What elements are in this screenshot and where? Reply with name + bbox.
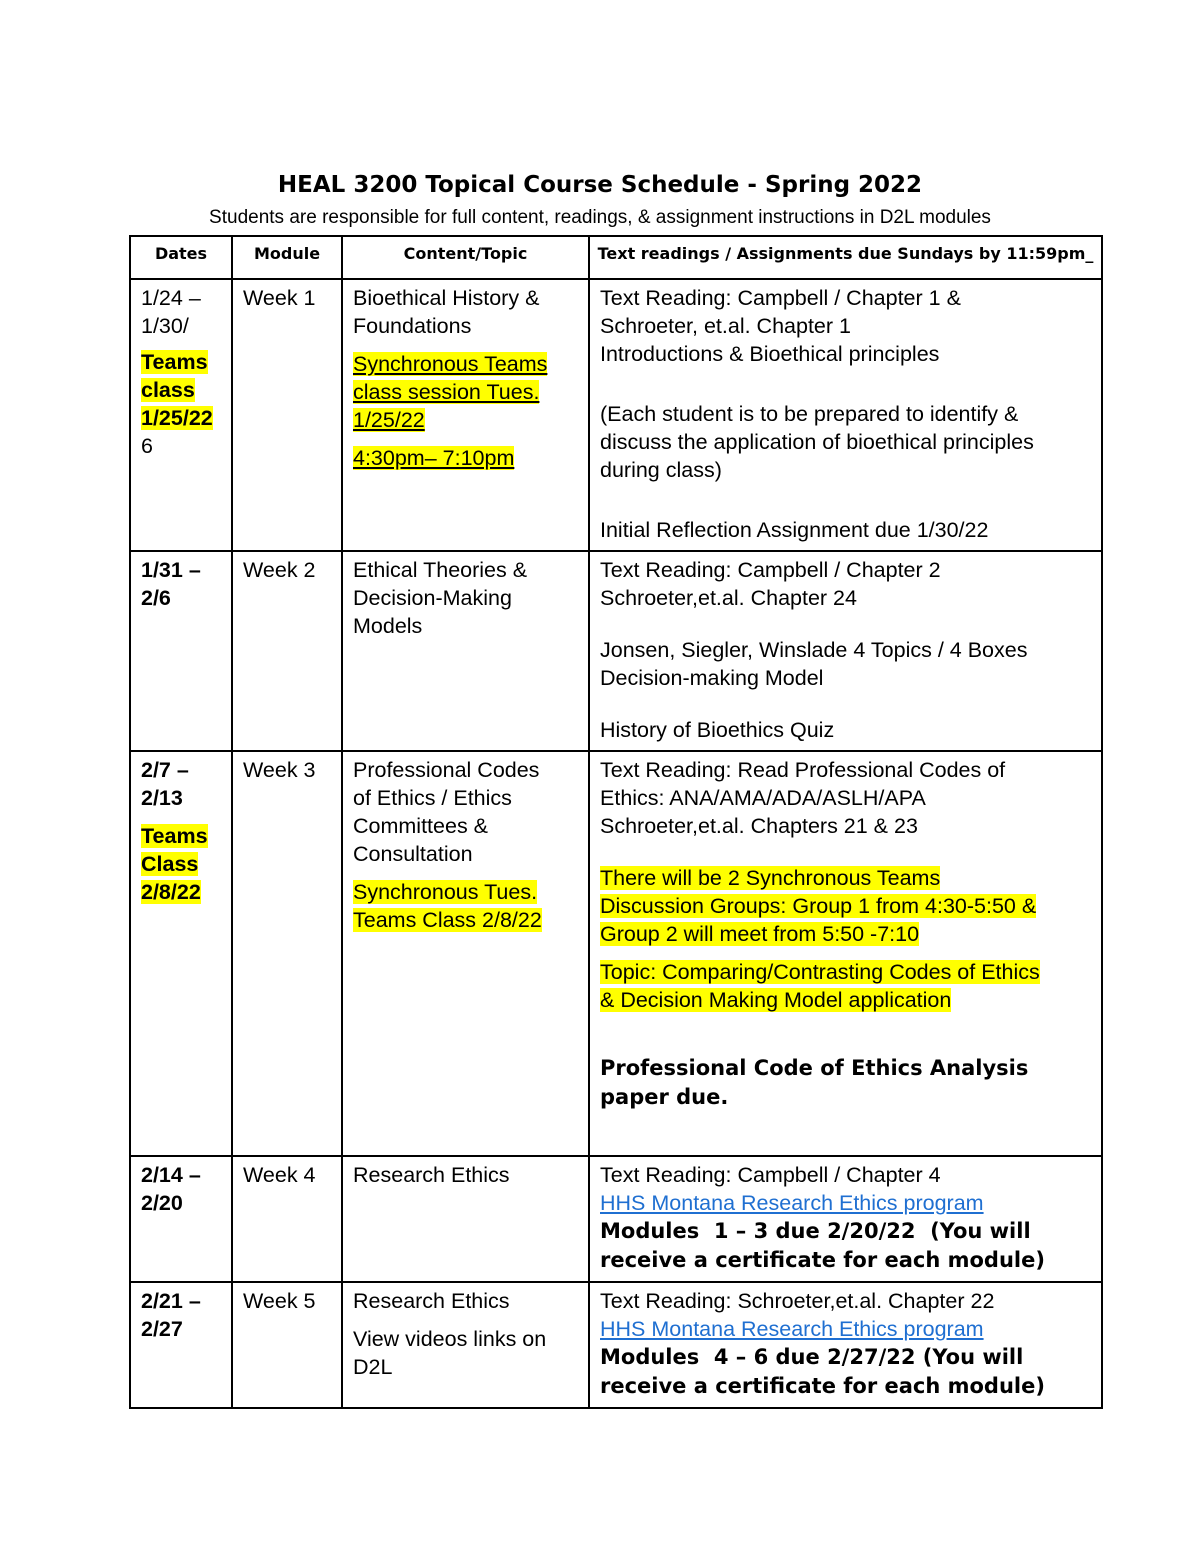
module-cell: Week 5 [232, 1282, 342, 1408]
dates-cell: 1/31 – 2/6 [130, 551, 232, 751]
col-header-dates: Dates [130, 236, 232, 279]
sync-session-note: Synchronous Teams [353, 352, 548, 376]
document-subtitle: Students are responsible for full content, readings, & assignment instructions in D2L modules [209, 207, 991, 228]
readings-cell: Text Reading: Read Professional Codes of Ethics: ANA/AMA/ADA/ASLH/APA Schroeter,et.al. Chapters 21 & 23 There will be 2 Synchronous Teams Discussion Groups: Group 1 from 4:30-5:50 & Group 2 will meet from 5:50 -7:10 Topic: Comparing/Contrasting Codes of Ethics & Decision Making Model application Professional Code of Ethics Analysis paper due. [589, 751, 1102, 1156]
dates-cell: 2/7 – 2/13 Teams Class 2/8/22 [130, 751, 232, 1156]
discussion-topic-note: Topic: Comparing/Contrasting Codes of Ethics [600, 960, 1040, 984]
module-cell: Week 4 [232, 1156, 342, 1282]
topic-cell: Research Ethics [342, 1156, 589, 1282]
sync-session-time: 4:30pm– 7:10pm [353, 446, 515, 470]
topic-cell: Research Ethics View videos links on D2L [342, 1282, 589, 1408]
module-cell: Week 3 [232, 751, 342, 1156]
readings-cell: Text Reading: Campbell / Chapter 1 & Schroeter, et.al. Chapter 1 Introductions & Bioethical principles (Each student is to be prepared to identify & discuss the application of bioethical principles during class) Initial Reflection Assignment due 1/30/22 [589, 279, 1102, 551]
document-title: HEAL 3200 Topical Course Schedule - Spring 2022 [277, 172, 923, 198]
schedule-table [129, 235, 1103, 1409]
topic-cell: Professional Codes of Ethics / Ethics Committees & Consultation Synchronous Tues. Teams Class 2/8/22 [342, 751, 589, 1156]
header-row [130, 236, 1102, 279]
col-header-module: Module [232, 236, 342, 279]
readings-cell: Text Reading: Campbell / Chapter 4 HHS Montana Research Ethics program Modules 1 – 3 due 2/20/22 (You will receive a certificate for each module) [589, 1156, 1102, 1282]
paper-due: Professional Code of Ethics Analysis [600, 1056, 1029, 1080]
col-header-readings: Text readings / Assignments due Sundays by 11:59pm_ [589, 236, 1102, 279]
dates-cell: 1/24 – 1/30/ Teams class 1/25/22 6 [130, 279, 232, 551]
teams-class-label: Teams [141, 824, 208, 848]
dates-cell: 2/21 – 2/27 [130, 1282, 232, 1408]
table-row-week-5 [130, 1282, 1102, 1408]
quiz-due: History of Bioethics Quiz [600, 718, 835, 742]
discussion-groups-note: There will be 2 Synchronous Teams [600, 866, 941, 890]
table-row-week-2 [130, 551, 1102, 751]
sync-session-note: Synchronous Tues. [353, 880, 538, 904]
readings-cell: Text Reading: Schroeter,et.al. Chapter 22 HHS Montana Research Ethics program Modules 4 – 6 due 2/27/22 (You will receive a certificate for each module) [589, 1282, 1102, 1408]
hhs-research-ethics-link[interactable]: HHS Montana Research Ethics program [600, 1317, 984, 1341]
table-row-week-1 [130, 279, 1102, 551]
module-cell: Week 1 [232, 279, 342, 551]
module-cell: Week 2 [232, 551, 342, 751]
table-row-week-3 [130, 751, 1102, 1156]
modules-due: Modules 4 – 6 due 2/27/22 (You will [600, 1345, 1024, 1369]
topic-cell: Ethical Theories & Decision-Making Models [342, 551, 589, 751]
assignment-due: Initial Reflection Assignment due 1/30/22 [600, 518, 989, 542]
hhs-research-ethics-link[interactable]: HHS Montana Research Ethics program [600, 1191, 984, 1215]
dates-cell: 2/14 – 2/20 [130, 1156, 232, 1282]
readings-cell: Text Reading: Campbell / Chapter 2 Schroeter,et.al. Chapter 24 Jonsen, Siegler, Winslade 4 Topics / 4 Boxes Decision-making Model History of Bioethics Quiz [589, 551, 1102, 751]
col-header-topic: Content/Topic [342, 236, 589, 279]
teams-class-label: Teams [141, 350, 208, 374]
topic-cell: Bioethical History & Foundations Synchronous Teams class session Tues. 1/25/22 4:30pm– 7:10pm [342, 279, 589, 551]
table-row-week-4 [130, 1156, 1102, 1282]
modules-due: Modules 1 – 3 due 2/20/22 (You will [600, 1219, 1031, 1243]
